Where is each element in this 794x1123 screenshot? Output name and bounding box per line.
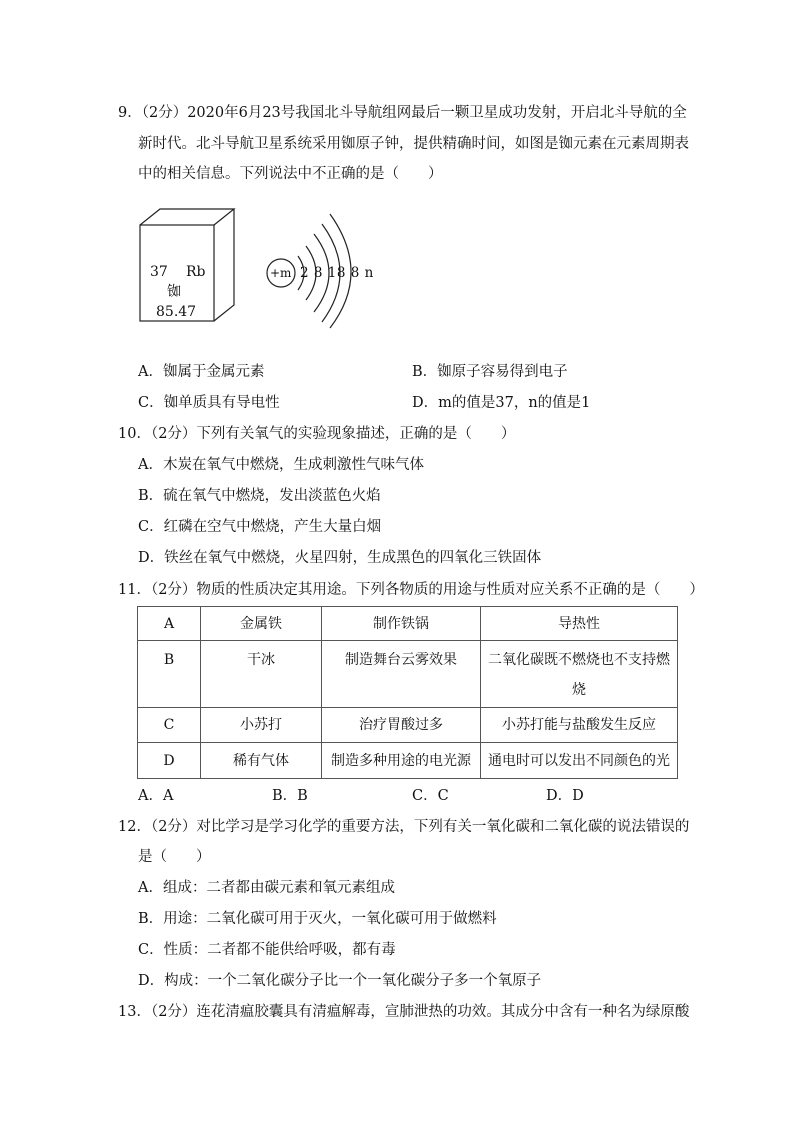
q10-option-a[interactable]: A．木炭在氧气中燃烧，生成刺激性气味气体 — [138, 457, 424, 473]
q11-option-c[interactable]: C．C — [412, 788, 449, 804]
table-cell: 二氧化碳既不燃烧也不支持燃烧 — [481, 641, 678, 708]
table-cell: C — [138, 708, 201, 743]
element-name: 铷 — [167, 284, 181, 300]
q9-stem-line1: 9．（2分）2020年6月23号我国北斗导航组网最后一颗卫星成功发射，开启北斗导航的全 — [118, 105, 687, 121]
table-cell: 稀有气体 — [201, 743, 322, 779]
table-cell: 金属铁 — [201, 607, 322, 641]
q12-stem-line2: 是（ ） — [138, 849, 211, 865]
q13-stem-line1: 13．（2分）连花清瘟胶囊具有清瘟解毒，宣肺泄热的功效。其成分中含有一种名为绿原酸 — [118, 1004, 690, 1020]
table-cell: D — [138, 743, 201, 779]
table-cell: 制造多种用途的电光源 — [322, 743, 481, 779]
table-cell: 治疗胃酸过多 — [322, 708, 481, 743]
q12-option-a[interactable]: A．组成：二者都由碳元素和氧元素组成 — [138, 880, 395, 896]
q9-stem-line3: 中的相关信息。下列说法中不正确的是（ ） — [138, 166, 443, 182]
q11-option-d[interactable]: D．D — [546, 788, 584, 804]
q10-option-b[interactable]: B．硫在氧气中燃烧，发出淡蓝色火焰 — [138, 488, 381, 504]
table-cell: B — [138, 641, 201, 708]
q9-option-b[interactable]: B．铷原子容易得到电子 — [412, 364, 568, 380]
table-cell: 小苏打 — [201, 708, 322, 743]
q9-option-a[interactable]: A．铷属于金属元素 — [138, 364, 265, 380]
table-cell: 制造舞台云雾效果 — [322, 641, 481, 708]
q10-option-c[interactable]: C．红磷在空气中燃烧，产生大量白烟 — [138, 519, 382, 535]
q11-option-b[interactable]: B．B — [272, 788, 308, 804]
q12-option-c[interactable]: C．性质：二者都不能供给呼吸，都有毒 — [138, 942, 396, 958]
table-cell: 通电时可以发出不同颜色的光 — [481, 743, 678, 779]
table-cell: 小苏打能与盐酸发生反应 — [481, 708, 678, 743]
table-row — [138, 743, 678, 779]
element-symbol: Rb — [186, 264, 206, 280]
table-row — [138, 708, 678, 743]
q12-stem-line1: 12．（2分）对比学习是学习化学的重要方法，下列有关一氧化碳和二氧化碳的说法错误的 — [118, 819, 690, 835]
table-cell: 制作铁锅 — [322, 607, 481, 641]
q11-table — [137, 606, 678, 779]
q10-stem: 10．（2分）下列有关氧气的实验现象描述，正确的是（ ） — [118, 426, 516, 442]
nucleus-charge: +m — [270, 266, 292, 280]
electron-counts: 2 8 18 8 n — [300, 265, 374, 281]
table-cell: A — [138, 607, 201, 641]
q12-option-d[interactable]: D．构成：一个二氧化碳分子比一个一氧化碳分子多一个氧原子 — [138, 973, 542, 989]
table-row — [138, 641, 678, 708]
atomic-number: 37 — [150, 264, 168, 280]
atomic-mass: 85.47 — [156, 304, 197, 320]
q9-option-d[interactable]: D．m的值是37，n的值是1 — [412, 395, 591, 411]
table-row — [138, 607, 678, 641]
q11-stem: 11．（2分）物质的性质决定其用途。下列各物质的用途与性质对应关系不正确的是（ ） — [118, 582, 704, 598]
q12-option-b[interactable]: B．用途：二氧化碳可用于灭火，一氧化碳可用于做燃料 — [138, 911, 497, 927]
q9-option-c[interactable]: C．铷单质具有导电性 — [138, 395, 280, 411]
q9-stem-line2: 新时代。北斗导航卫星系统采用铷原子钟，提供精确时间，如图是铷元素在元素周期表 — [138, 136, 689, 152]
table-cell: 干冰 — [201, 641, 322, 708]
q10-option-d[interactable]: D．铁丝在氧气中燃烧，火星四射，生成黑色的四氧化三铁固体 — [138, 550, 542, 566]
table-cell: 导热性 — [481, 607, 678, 641]
q11-option-a[interactable]: A．A — [138, 788, 174, 804]
